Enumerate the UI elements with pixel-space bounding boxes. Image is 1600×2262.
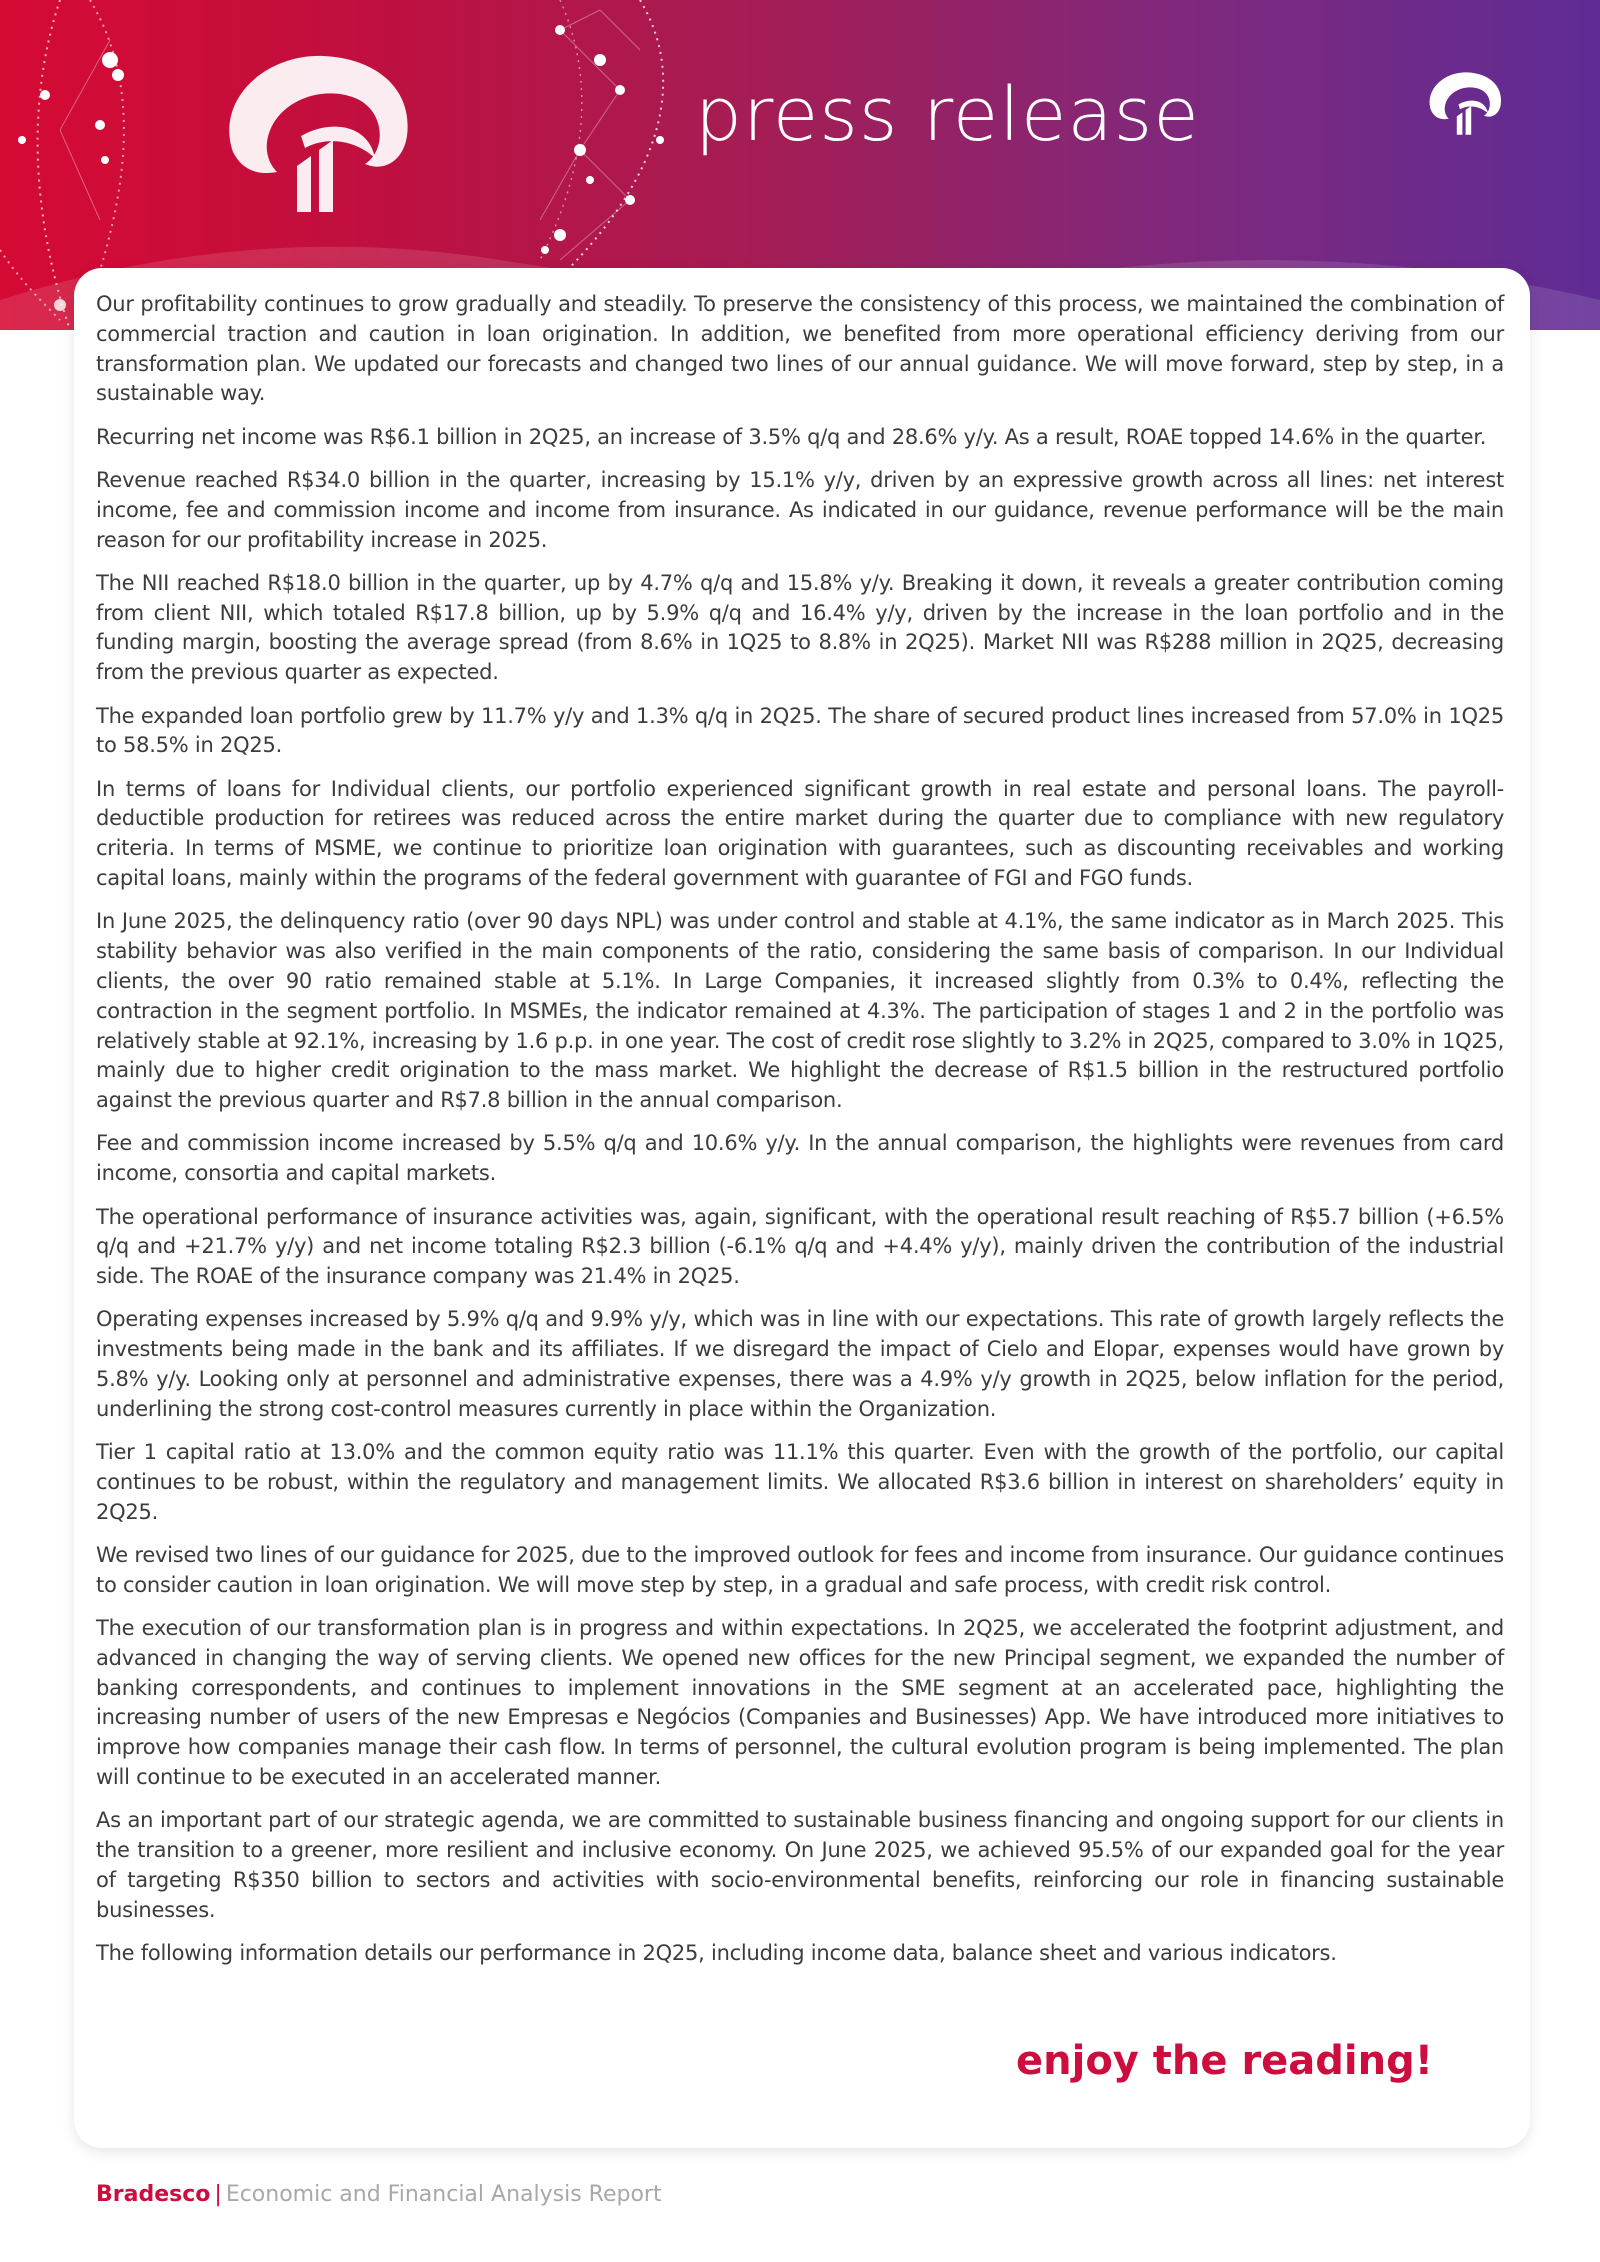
paragraph: The execution of our transformation plan is in progress and within expectations. In 2Q25, we accelerated the footprint adjustment, and advanced in changing the way of serving clients. We opened new offices for the new Principal segment, we expanded the number of banking correspondents, and continues to implement innovations in the SME segment at an accelerated pace, highlighting the increasing number of users of the new Empresas e Negócios (Companies and Businesses) App. We have introduced more initiatives to improve how companies manage their cash flow. In terms of personnel, the cultural evolution program is being implemented. The plan will continue to be executed in an accelerated manner. <box>96 1616 1504 1790</box>
closing-tagline: enjoy the reading! <box>1016 2038 1433 2084</box>
bradesco-logo-icon <box>215 40 415 220</box>
paragraph: Revenue reached R$34.0 billion in the quarter, increasing by 15.1% y/y, driven by an expressive growth across all lines: net interest income, fee and commission income and income from insurance. As indicated in our guidance, revenue performance will be the main reason for our profitability increase in 2025. <box>96 467 1504 552</box>
paragraph: The NII reached R$18.0 billion in the quarter, up by 4.7% q/q and 15.8% y/y. Breaking it down, it reveals a greater contribution coming from client NII, which totaled R$17.8 billion, up by 5.9% q/q and 16.4% y/y, driven by the increase in the loan portfolio and in the funding margin, boosting the average spread (from 8.6% in 1Q25 to 8.8% in 2Q25). Market NII was R$288 million in 2Q25, decreasing from the previous quarter as expected. <box>96 570 1504 685</box>
press-release-body <box>96 290 1504 1982</box>
paragraph: Fee and commission income increased by 5.5% q/q and 10.6% y/y. In the annual comparison, the highlights were revenues from card income, consortia and capital markets. <box>96 1131 1504 1186</box>
footer-separator: | <box>214 2182 222 2207</box>
footer-report-name: Economic and Financial Analysis Report <box>225 2182 662 2207</box>
paragraph: As an important part of our strategic agenda, we are committed to sustainable business financing and ongoing support for our clients in the transition to a greener, more resilient and inclusive economy. On June 2025, we achieved 95.5% of our expanded goal for the year of targeting R$350 billion to sectors and activities with socio-environmental benefits, reinforcing our role in financing sustainable businesses. <box>96 1808 1504 1922</box>
paragraph: In terms of loans for Individual clients, our portfolio experienced significant growth in real estate and personal loans. The payroll-deductible production for retirees was reduced across the entire market during the quarter due to compliance with new regulatory criteria. In terms of MSME, we continue to prioritize loan origination with guarantees, such as discounting receivables and working capital loans, mainly within the programs of the federal government with guarantee of FGI and FGO funds. <box>96 776 1504 891</box>
paragraph: In June 2025, the delinquency ratio (over 90 days NPL) was under control and stable at 4.1%, the same indicator as in March 2025. This stability behavior was also verified in the main components of the ratio, considering the same basis of comparison. In our Individual clients, the over 90 ratio remained stable at 5.1%. In Large Companies, it increased slightly from 0.3% to 0.4%, reflecting the contraction in the segment portfolio. In MSMEs, the indicator remained at 4.3%. The participation of stages 1 and 2 in the portfolio was relatively stable at 92.1%, increasing by 1.6 p.p. in one year. The cost of credit rose slightly to 3.2% in 2Q25, compared to 3.0% in 1Q25, mainly due to higher credit origination to the mass market. We highlight the decrease of R$1.5 billion in the restructured portfolio against the previous quarter and R$7.8 billion in the annual comparison. <box>96 909 1505 1113</box>
page-title: press release <box>695 72 1200 158</box>
footer-brand: Bradesco <box>96 2182 211 2207</box>
paragraph: The expanded loan portfolio grew by 11.7% y/y and 1.3% q/q in 2Q25. The share of secured product lines increased from 57.0% in 1Q25 to 58.5% in 2Q25. <box>96 703 1504 758</box>
page-footer <box>96 2182 662 2207</box>
paragraph: The operational performance of insurance activities was, again, significant, with the operational result reaching of R$5.7 billion (+6.5% q/q and +21.7% y/y) and net income totaling R$2.3 billion (-6.1% q/q and +4.4% y/y), mainly driven the contribution of the industrial side. The ROAE of the insurance company was 21.4% in 2Q25. <box>96 1204 1504 1289</box>
paragraph: Recurring net income was R$6.1 billion in 2Q25, an increase of 3.5% q/q and 28.6% y/y. As a result, ROAE topped 14.6% in the quarter. <box>96 424 1487 449</box>
paragraph: We revised two lines of our guidance for 2025, due to the improved outlook for fees and income from insurance. Our guidance continues to consider caution in loan origination. We will move step by step, in a gradual and safe process, with credit risk control. <box>96 1542 1504 1597</box>
paragraph: Operating expenses increased by 5.9% q/q and 9.9% y/y, which was in line with our expectations. This rate of growth largely reflects the investments being made in the bank and its affiliates. If we disregard the impact of Cielo and Elopar, expenses would have grown by 5.8% y/y. Looking only at personnel and administrative expenses, there was a 4.9% y/y growth in 2Q25, below inflation for the period, underlining the strong cost-control measures currently in place within the Organization. <box>96 1307 1504 1421</box>
paragraph: Our profitability continues to grow gradually and steadily. To preserve the consistency of this process, we maintained the combination of commercial traction and caution in loan origination. In addition, we benefited from more operational efficiency deriving from our transformation plan. We updated our forecasts and changed two lines of our annual guidance. We will move forward, step by step, in a sustainable way. <box>96 292 1504 406</box>
bradesco-logo-icon <box>1424 66 1504 138</box>
paragraph: The following information details our performance in 2Q25, including income data, balance sheet and various indicators. <box>96 1941 1337 1966</box>
paragraph: Tier 1 capital ratio at 13.0% and the common equity ratio was 11.1% this quarter. Even with the growth of the portfolio, our capital continues to be robust, within the regulatory and management limits. We allocated R$3.6 billion in interest on shareholders’ equity in 2Q25. <box>96 1440 1504 1524</box>
